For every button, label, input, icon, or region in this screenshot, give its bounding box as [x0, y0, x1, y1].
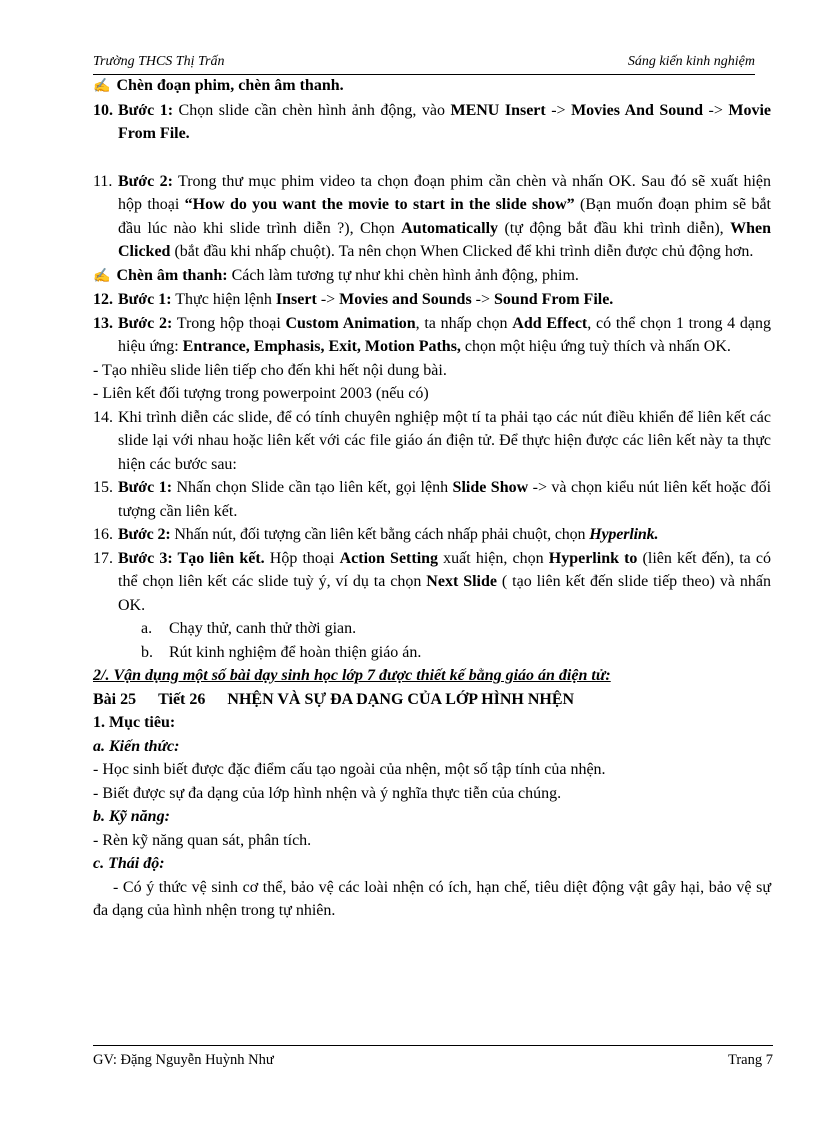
header-title: Sáng kiến kinh nghiệm: [627, 54, 755, 69]
list-item-a: a. Chạy thử, canh thử thời gian.: [141, 620, 357, 637]
writing-hand-icon: ✍: [93, 268, 111, 284]
header-school: Trường THCS Thị Trấn: [93, 54, 225, 69]
document-body: [93, 74, 771, 923]
step-13: 13. Bước 2: Trong hộp thoại Custom Animation, ta nhấp chọn Add Effect, có thể chọn 1 trong 4 dạng hiệu ứng: Entrance, Emphasis, Exit, Motion Paths, chọn một hiệu ứng tuỳ thích và nhấn OK.: [93, 314, 772, 355]
footer-author: GV: Đặng Nguyễn Huỳnh Như: [93, 1052, 274, 1068]
list-item-b: b. Rút kinh nghiệm để hoàn thiện giáo án.: [141, 643, 422, 661]
dash-item: - Tạo nhiều slide liên tiếp cho đến khi hết nội dung bài.: [93, 361, 447, 379]
page-number: Trang 7: [728, 1052, 773, 1068]
skills-item: - Rèn kỹ năng quan sát, phân tích.: [93, 831, 312, 849]
lesson-title: Bài 25 Tiết 26 NHỆN VÀ SỰ ĐA DẠNG CỦA LỚP HÌNH NHỆN: [93, 690, 575, 708]
knowledge-item: - Biết được sự đa dạng của lớp hình nhện và ý nghĩa thực tiễn của chúng.: [93, 784, 562, 802]
attitude-heading: c. Thái độ:: [93, 855, 165, 872]
knowledge-heading: a. Kiến thức:: [93, 737, 180, 755]
heading-insert-audio: ✍ Chèn âm thanh: Cách làm tương tự như khi chèn hình ảnh động, phim.: [93, 266, 579, 284]
step-14: 14. Khi trình diễn các slide, để có tính chuyên nghiệp một tí ta phải tạo các nút điều khiển để liên kết các slide lại với nhau hoặc liên kết với các file giáo án điện tử. Để thực hiện được các liên kết này ta thực hiện các bước sau:: [93, 408, 771, 473]
heading-insert-video: ✍ Chèn đoạn phim, chèn âm thanh.: [93, 77, 344, 94]
step-17: 17. Bước 3: Tạo liên kết. Hộp thoại Action Setting xuất hiện, chọn Hyperlink to (liên kết đến), ta có thể chọn liên kết các slide tuỳ ý, ví dụ ta chọn Next Slide ( tạo liên kết đến slide tiếp theo) và nhấn OK.: [93, 549, 772, 614]
skills-heading: b. Kỹ năng:: [93, 808, 170, 825]
section-heading: 2/. Vận dụng một số bài dạy sinh học lớp 7 được thiết kế bằng giáo án điện tử:: [93, 667, 611, 684]
step-12: 12. Bước 1: Thực hiện lệnh Insert -> Movies and Sounds -> Sound From File.: [93, 291, 614, 308]
writing-hand-icon: ✍: [93, 79, 111, 94]
step-10: 10. Bước 1: Chọn slide cần chèn hình ảnh động, vào MENU Insert -> Movies And Sound -> Movie From File.: [93, 101, 772, 142]
step-11: 11. Bước 2: Trong thư mục phim video ta chọn đoạn phim cần chèn và nhấn OK. Sau đó sẽ xuất hiện hộp thoại “How do you want the movie to start in the slide show” (Bạn muốn đoạn phim sẽ bắt đầu lúc nào khi slide trình diễn ?), Chọn Automatically (tự động bắt đầu khi trình diễn), When Clicked (bắt đầu khi nhấp chuột). Ta nên chọn When Clicked để khi trình diễn được chủ động hơn.: [93, 172, 772, 260]
knowledge-item: - Học sinh biết được đặc điểm cấu tạo ngoài của nhện, một số tập tính của nhện.: [93, 761, 606, 778]
dash-item: - Liên kết đối tượng trong powerpoint 2003 (nếu có): [93, 385, 429, 402]
step-16: 16. Bước 2: Nhấn nút, đối tượng cần liên kết bằng cách nhấp phải chuột, chọn Hyperlink.: [93, 526, 659, 543]
objectives-heading: 1. Mục tiêu:: [93, 714, 176, 731]
attitude-item: - Có ý thức vệ sinh cơ thể, bảo vệ các loài nhện có ích, hạn chế, tiêu diệt động vật gây hại, bảo vệ sự đa dạng của hình nhện trong tự nhiên.: [93, 878, 771, 919]
step-15: 15. Bước 1: Nhấn chọn Slide cần tạo liên kết, gọi lệnh Slide Show -> và chọn kiểu nút liên kết hoặc đối tượng cần liên kết.: [93, 479, 772, 520]
page-header: [93, 52, 755, 75]
page-footer: [93, 1045, 773, 1070]
